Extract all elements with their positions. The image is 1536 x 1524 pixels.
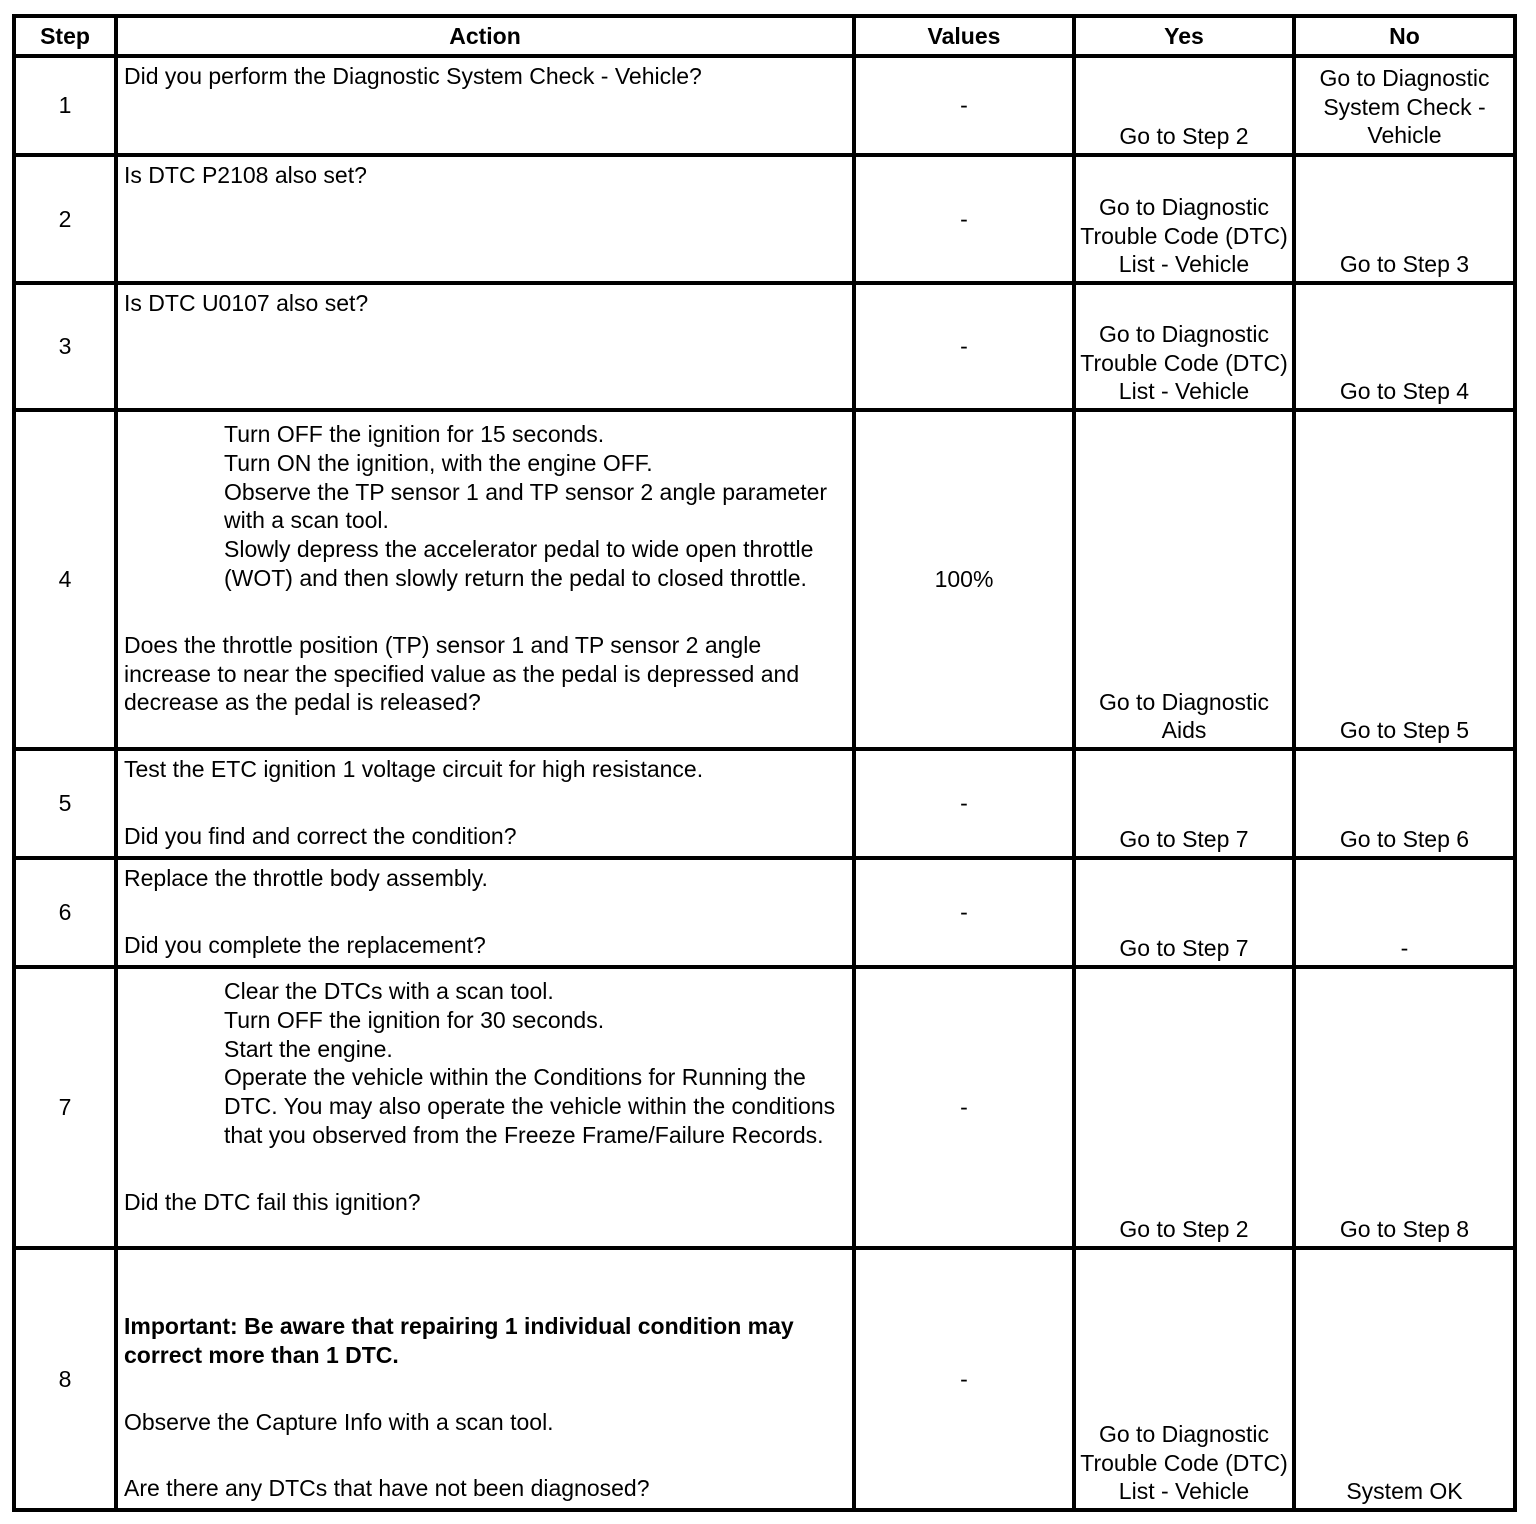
table-row: [14, 1248, 1515, 1510]
no-cell: Go to Step 6: [1294, 749, 1515, 858]
value-cell: -: [854, 56, 1074, 155]
no-cell: Go to Step 4: [1294, 283, 1515, 410]
action-cell: [116, 967, 854, 1248]
value-cell: -: [854, 749, 1074, 858]
substep: Turn ON the ignition, with the engine OFF.: [224, 449, 653, 476]
value-cell: -: [854, 1248, 1074, 1510]
value-cell: -: [854, 283, 1074, 410]
step-number: 7: [14, 967, 116, 1248]
value-cell: -: [854, 155, 1074, 283]
table-row: [14, 410, 1515, 749]
no-cell: System OK: [1294, 1248, 1515, 1510]
question-text: Are there any DTCs that have not been diagnosed?: [124, 1475, 650, 1502]
header-values: Values: [854, 16, 1074, 56]
yes-cell: Go to Diagnostic Trouble Code (DTC) List - Vehicle: [1074, 1248, 1294, 1510]
no-cell: -: [1294, 858, 1515, 967]
substep: Clear the DTCs with a scan tool.: [224, 978, 554, 1004]
substep-list: [124, 973, 848, 1150]
action-text: Did you perform the Diagnostic System Check - Vehicle?: [124, 63, 702, 89]
value-cell: -: [854, 858, 1074, 967]
header-no: No: [1294, 16, 1515, 56]
value-cell: 100%: [854, 410, 1074, 749]
yes-cell: Go to Step 2: [1074, 56, 1294, 155]
important-note: Important: Be aware that repairing 1 individual condition may correct more than 1 DTC.: [124, 1313, 794, 1368]
question-text: Did the DTC fail this ignition?: [124, 1188, 421, 1215]
step-number: 2: [14, 155, 116, 283]
table-row: [14, 967, 1515, 1248]
yes-cell: Go to Diagnostic Aids: [1074, 410, 1294, 749]
action-cell: [116, 410, 854, 749]
step-number: 5: [14, 749, 116, 858]
yes-cell: Go to Diagnostic Trouble Code (DTC) List - Vehicle: [1074, 155, 1294, 283]
yes-cell: Go to Diagnostic Trouble Code (DTC) List - Vehicle: [1074, 283, 1294, 410]
no-cell: Go to Step 3: [1294, 155, 1515, 283]
no-cell: Go to Diagnostic System Check - Vehicle: [1294, 56, 1515, 155]
yes-cell: Go to Step 7: [1074, 858, 1294, 967]
substep: Turn OFF the ignition for 15 seconds.: [224, 421, 605, 447]
header-yes: Yes: [1074, 16, 1294, 56]
diagnostic-table: [12, 14, 1517, 1512]
question-text: Did you find and correct the condition?: [124, 822, 517, 849]
table-row: [14, 858, 1515, 967]
no-cell: Go to Step 8: [1294, 967, 1515, 1248]
header-step: Step: [14, 16, 116, 56]
question-text: Did you complete the replacement?: [124, 931, 486, 958]
table-row: [14, 56, 1515, 155]
substep: Operate the vehicle within the Conditions for Running the DTC. You may also operate the vehicle within the conditions that you observed from the Freeze Frame/Failure Records.: [224, 1064, 836, 1148]
step-number: 1: [14, 56, 116, 155]
substep: Slowly depress the accelerator pedal to wide open throttle (WOT) and then slowly return the pedal to closed throttle.: [224, 536, 814, 591]
substep: Start the engine.: [224, 1035, 393, 1062]
action-text: Test the ETC ignition 1 voltage circuit for high resistance.: [124, 756, 704, 782]
step-number: 4: [14, 410, 116, 749]
header-action: Action: [116, 16, 854, 56]
step-number: 8: [14, 1248, 116, 1510]
question-text: Does the throttle position (TP) sensor 1 and TP sensor 2 angle increase to near the specified value as the pedal is depressed and decrease as the pedal is released?: [124, 631, 800, 716]
action-text: Observe the Capture Info with a scan tool.: [124, 1408, 554, 1435]
action-cell: [116, 283, 854, 410]
yes-cell: Go to Step 7: [1074, 749, 1294, 858]
action-text: Is DTC U0107 also set?: [124, 290, 369, 316]
substep: Observe the TP sensor 1 and TP sensor 2 angle parameter with a scan tool.: [224, 478, 828, 534]
no-cell: Go to Step 5: [1294, 410, 1515, 749]
step-number: 6: [14, 858, 116, 967]
header-row: [14, 16, 1515, 56]
action-cell: [116, 858, 854, 967]
substep: Turn OFF the ignition for 30 seconds.: [224, 1006, 605, 1033]
action-cell: [116, 1248, 854, 1510]
value-cell: -: [854, 967, 1074, 1248]
action-text: Is DTC P2108 also set?: [124, 162, 367, 188]
table-row: [14, 283, 1515, 410]
action-cell: [116, 56, 854, 155]
action-cell: [116, 749, 854, 858]
table-row: [14, 749, 1515, 858]
action-cell: [116, 155, 854, 283]
step-number: 3: [14, 283, 116, 410]
table-row: [14, 155, 1515, 283]
yes-cell: Go to Step 2: [1074, 967, 1294, 1248]
substep-list: [124, 416, 848, 593]
action-text: Replace the throttle body assembly.: [124, 865, 488, 891]
